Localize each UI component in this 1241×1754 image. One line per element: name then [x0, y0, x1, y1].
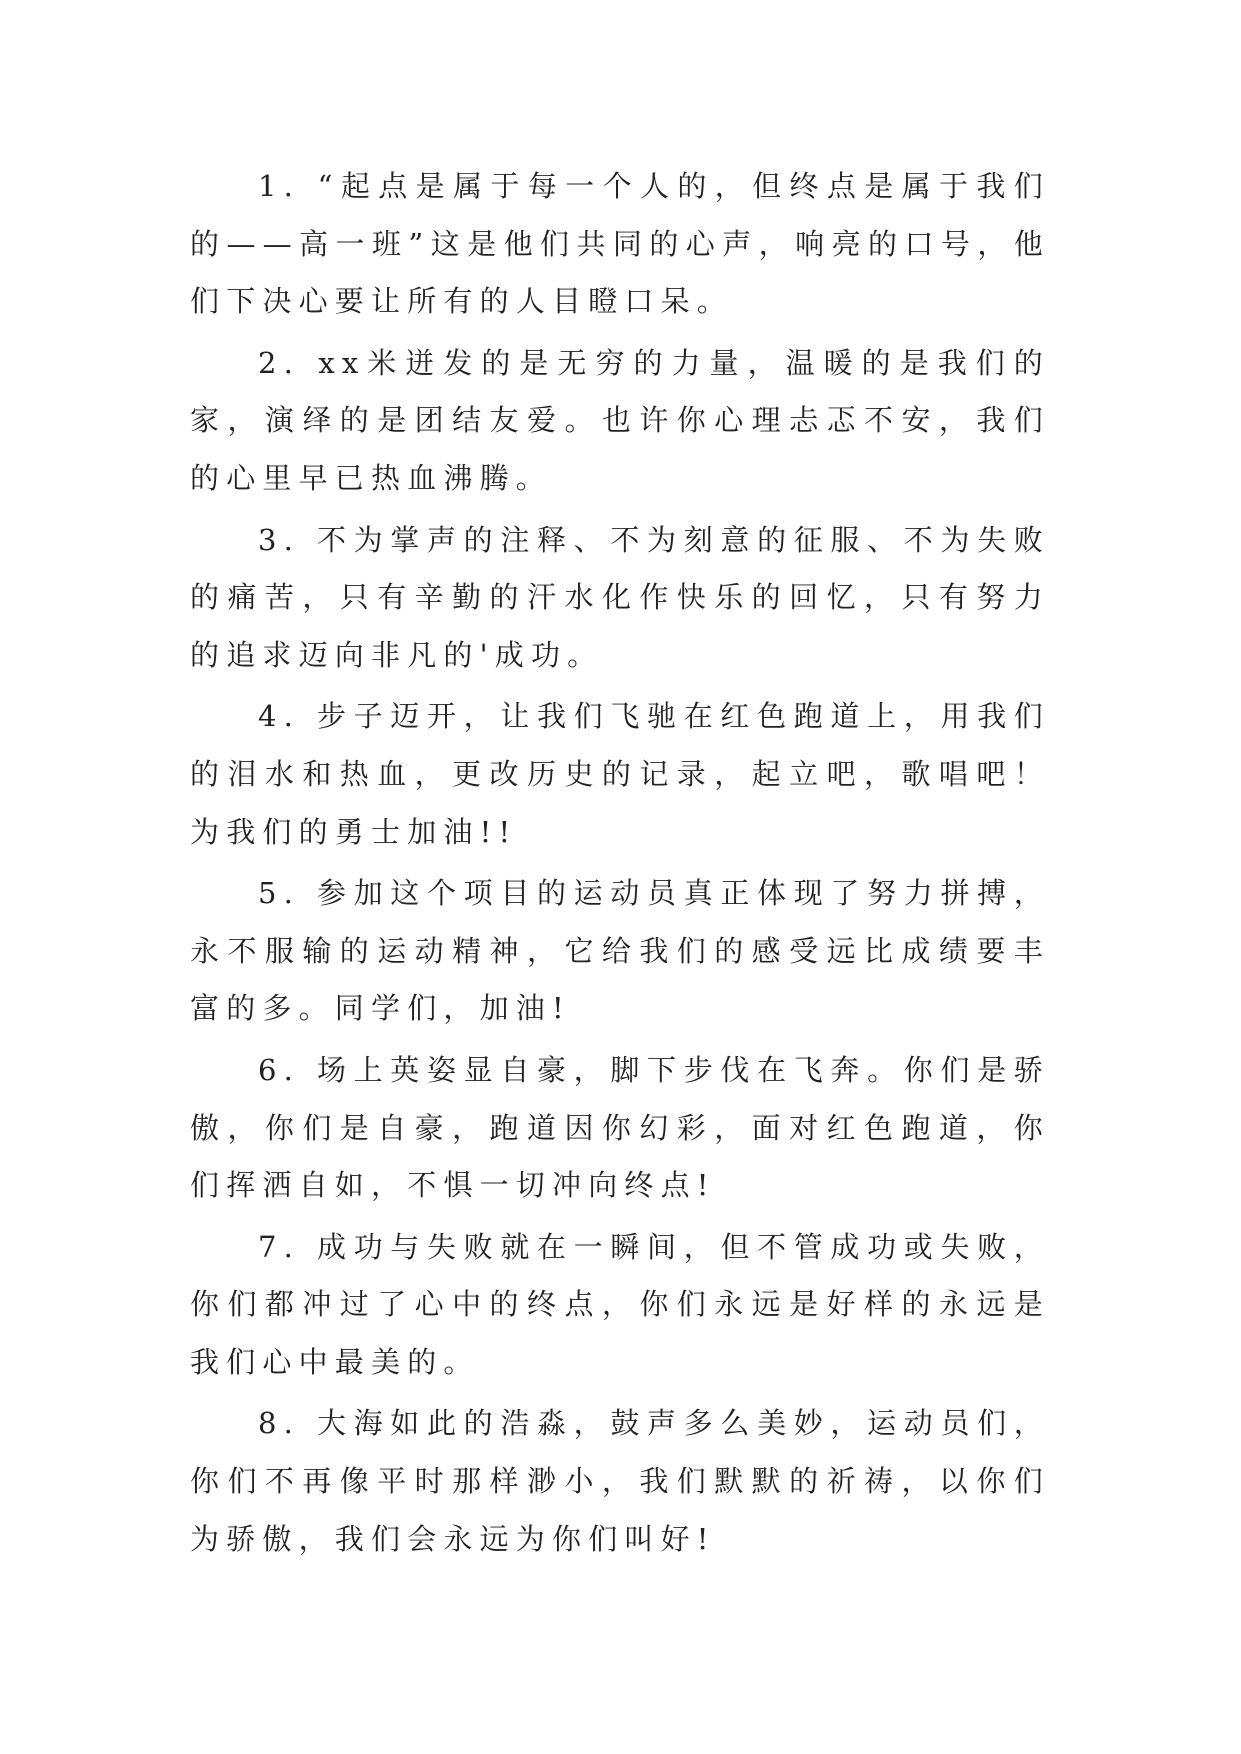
paragraph-1: 1. “起点是属于每一个人的，但终点是属于我们的——高一班”这是他们共同的心声，响亮的口号，他们下决心要让所有的人目瞪口呆。 [190, 169, 1050, 319]
paragraph-7: 7. 成功与失败就在一瞬间，但不管成功或失败，你们都冲过了心中的终点，你们永远是好样的永远是我们心中最美的。 [190, 1229, 1050, 1379]
paragraph-8: 8. 大海如此的浩淼，鼓声多么美妙，运动员们，你们不再像平时那样渺小，我们默默的祈祷，以你们为骄傲，我们会永远为你们叫好! [190, 1406, 1050, 1556]
paragraph-2: 2. xx米迸发的是无穷的力量，温暖的是我们的家，演绎的是团结友爱。也许你心理忐忑不安，我们的心里早已热血沸腾。 [190, 345, 1050, 495]
paragraph-4: 4. 步子迈开，让我们飞驰在红色跑道上，用我们的泪水和热血，更改历史的记录，起立吧，歌唱吧！为我们的勇士加油!! [190, 699, 1050, 849]
paragraph-6: 6. 场上英姿显自豪，脚下步伐在飞奔。你们是骄傲，你们是自豪，跑道因你幻彩，面对红色跑道，你们挥洒自如，不惧一切冲向终点! [190, 1052, 1050, 1203]
paragraph-5: 5. 参加这个项目的运动员真正体现了努力拼搏，永不服输的运动精神，它给我们的感受远比成绩要丰富的多。同学们，加油! [190, 876, 1050, 1026]
document-body [190, 158, 1050, 1572]
paragraph-3: 3. 不为掌声的注释、不为刻意的征服、不为失败的痛苦，只有辛勤的汗水化作快乐的回忆，只有努力的追求迈向非凡的'成功。 [190, 522, 1050, 672]
